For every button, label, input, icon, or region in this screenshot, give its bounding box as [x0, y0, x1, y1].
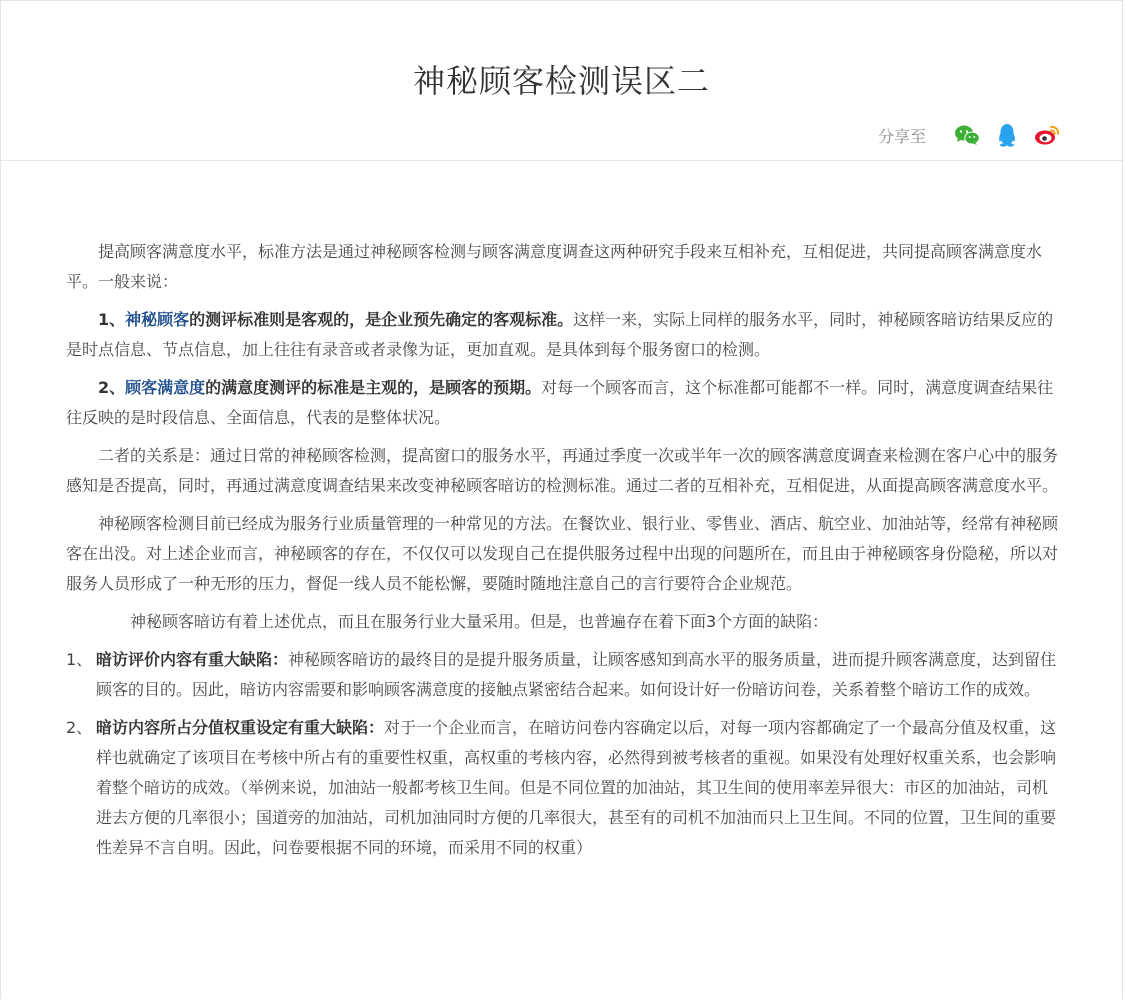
article-header	[1, 1, 1122, 161]
list-item-heading: 暗访评价内容有重大缺陷：	[96, 650, 289, 669]
paragraph-defects-intro: 神秘顾客暗访有着上述优点，而且在服务行业大量采用。但是，也普遍存在着下面3个方面的缺陷：	[130, 612, 829, 631]
list-item-text: 对于一个企业而言，在暗访问卷内容确定以后，对每一项内容都确定了一个最高分值及权重，这样也就确定了该项目在考核中所占有的重要性权重，高权重的考核内容，必然得到被考核者的重视。如果没有处理好权重关系，也会影响着整个暗访的成效。（举例来说，加油站一般都考核卫生间。但是不同位置的加油站，其卫生间的使用率差异很大：市区的加油站，司机进去方便的几率很小；国道旁的加油站，司机加油同时方便的几率很大，甚至有的司机不加油而只上卫生间。不同的位置，卫生间的重要性差异不言自明。因此，问卷要根据不同的环境，而采用不同的权重）	[96, 718, 1057, 857]
mystery-shopper-link[interactable]: 神秘顾客	[125, 310, 190, 329]
list-item-text: 神秘顾客暗访的最终目的是提升服务质量，让顾客感知到高水平的服务质量，进而提升顾客满意度，达到留住顾客的目的。因此，暗访内容需要和影响顾客满意度的接触点紧密结合起来。如何设计好一份暗访问卷，关系着整个暗访工作的成效。	[96, 650, 1057, 699]
article-title: 神秘顾客检测误区二	[412, 62, 710, 100]
wechat-icon[interactable]	[954, 122, 980, 148]
list-item-body	[96, 713, 1061, 863]
paragraph-point-2	[66, 373, 1061, 433]
list-item	[66, 645, 1061, 705]
list-item-number: 1、	[66, 650, 93, 669]
customer-satisfaction-link[interactable]: 顾客满意度	[125, 378, 206, 397]
paragraph-relationship: 二者的关系是：通过日常的神秘顾客检测，提高窗口的服务水平，再通过季度一次或半年一次的顾客满意度调查来检测在客户心中的服务感知是否提高，同时，再通过满意度调查结果来改变神秘顾客暗访的检测标准。通过二者的互相补充，互相促进，从面提高顾客满意度水平。	[66, 446, 1059, 495]
weibo-icon[interactable]	[1034, 122, 1060, 148]
point-2-bold: 的满意度测评的标准是主观的，是顾客的预期。	[205, 378, 542, 397]
list-item-heading: 暗访内容所占分值权重设定有重大缺陷：	[96, 718, 385, 737]
point-1-text: 这样一来，实际上同样的服务水平，同时，神秘顾客暗访结果反应的是时点信息、节点信息，加上往往有录音或者录像为证，更加直观。是具体到每个服务窗口的检测。	[66, 310, 1054, 359]
point-1-number: 1、	[98, 310, 126, 329]
point-2-text: 对每一个顾客而言，这个标准都可能都不一样。同时，满意度调查结果往往反映的是时段信息、全面信息，代表的是整体状况。	[66, 378, 1054, 427]
paragraph-overview: 神秘顾客检测目前已经成为服务行业质量管理的一种常见的方法。在餐饮业、银行业、零售业、酒店、航空业、加油站等，经常有神秘顾客在出没。对上述企业而言，神秘顾客的存在，不仅仅可以发现自己在提供服务过程中出现的问题所在，而且由于神秘顾客身份隐秘，所以对服务人员形成了一种无形的压力，督促一线人员不能松懈，要随时随地注意自己的言行要符合企业规范。	[66, 514, 1059, 593]
list-item-number: 2、	[66, 718, 93, 737]
qq-icon[interactable]	[994, 122, 1020, 148]
point-1-bold: 的测评标准则是客观的，是企业预先确定的客观标准。	[189, 310, 574, 329]
paragraph-intro: 提高顾客满意度水平，标准方法是通过神秘顾客检测与顾客满意度调查这两种研究手段来互相补充，互相促进，共同提高顾客满意度水平。一般来说：	[66, 242, 1043, 291]
share-bar	[878, 122, 1060, 148]
share-label: 分享至	[877, 126, 926, 146]
paragraph-point-1	[66, 305, 1061, 365]
list-item	[66, 713, 1061, 863]
list-item-body	[96, 645, 1061, 705]
point-2-number: 2、	[98, 378, 126, 397]
article-body	[66, 237, 1061, 871]
